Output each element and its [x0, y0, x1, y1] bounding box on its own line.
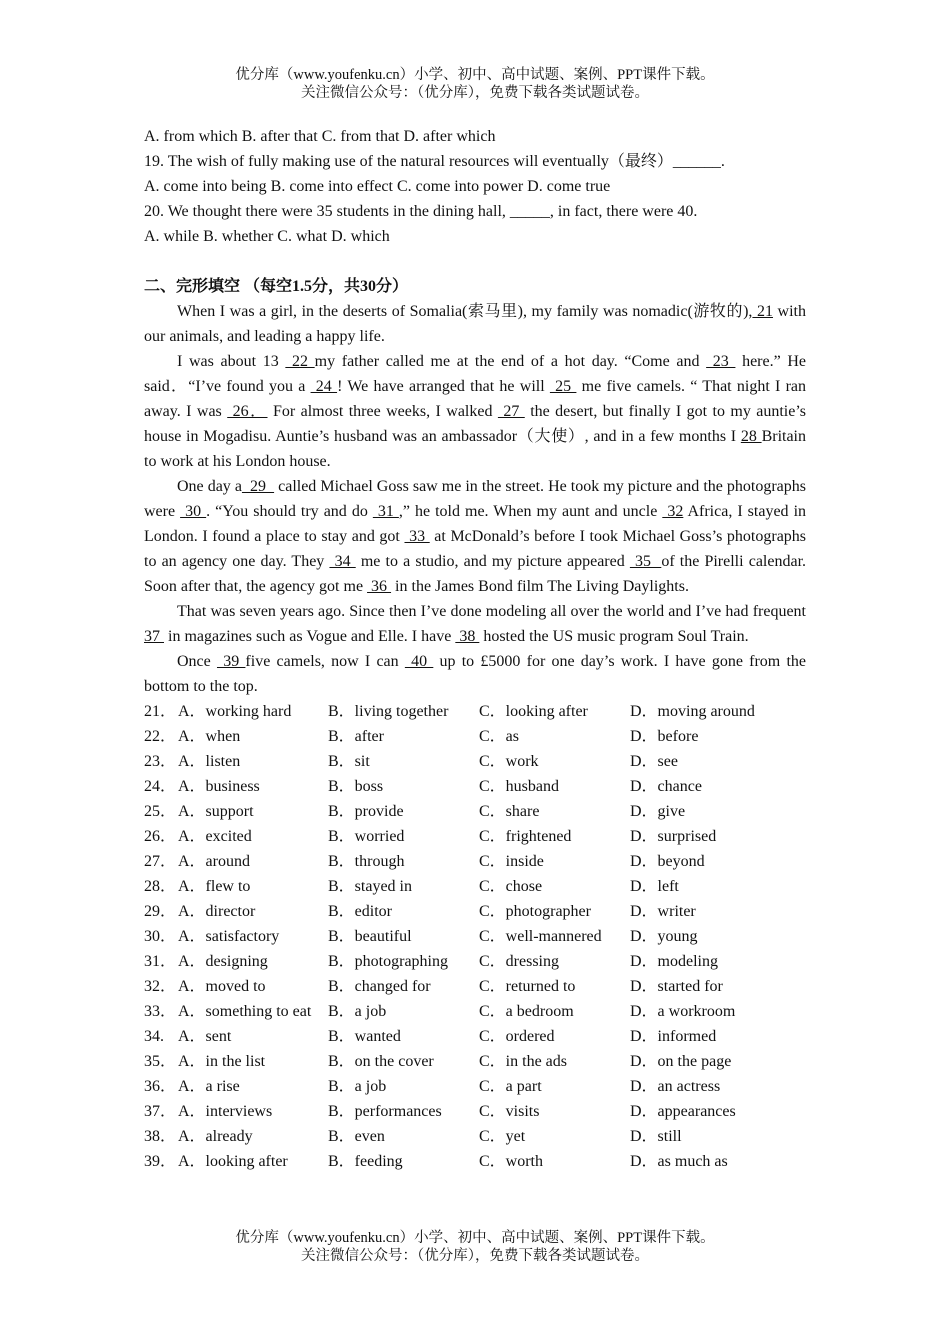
- blank-39: 39: [216, 653, 246, 670]
- document-body: [144, 124, 806, 1174]
- blank-32: 32: [662, 503, 684, 520]
- blank-27: 27: [497, 403, 525, 420]
- blank-37: 37: [144, 628, 164, 645]
- option-row-23: 23． A．listen B．sit C．work D．see: [144, 753, 678, 770]
- blank-23: 23: [706, 353, 736, 370]
- blank-29: 29: [241, 478, 275, 495]
- blank-30: 30: [180, 503, 207, 520]
- page-footer: [0, 1229, 950, 1265]
- blank-33: 33: [404, 528, 430, 545]
- option-row-37: 37． A．interviews B．performances C．visits D．appearances: [144, 1103, 736, 1120]
- passage-paragraph-2: I was about 13 22 my father called me at the end of a hot day. “Come and 23 here.” He said．“I’ve found you a 24 ! We have arranged that he will 25 me five camels. “ That night I ran away. I was 26． For almost three weeks, I walked 27 the desert, but finally I got to my auntie’s house in Mogadisu. Auntie’s husband was an ambassador（大使）, and in a few months I 28 Britain to work at his London house.: [144, 353, 807, 470]
- blank-21: 21: [752, 303, 773, 320]
- option-row-30: 30． A．satisfactory B．beautiful C．well-mannered D．young: [144, 928, 698, 945]
- option-row-32: 32． A．moved to B．changed for C．returned to D．started for: [144, 978, 723, 995]
- option-row-29: 29． A．director B．editor C．photographer D．writer: [144, 903, 696, 920]
- blank-34: 34: [329, 553, 356, 570]
- option-row-27: 27． A．around B．through C．inside D．beyond: [144, 853, 705, 870]
- q20-text: 20. We thought there were 35 students in the dining hall, _____, in fact, there were 40.: [144, 203, 698, 220]
- q20-options: A. while B. whether C. what D. which: [144, 228, 390, 245]
- header-line-1: 优分库（www.youfenku.cn）小学、初中、高中试题、案例、PPT课件下载。: [235, 67, 715, 83]
- passage-paragraph-4: That was seven years ago. Since then I’ve done modeling all over the world and I’ve had frequent 37 in magazines such as Vogue and Elle. I have 38 hosted the US music program Soul Train.: [144, 603, 806, 645]
- blank-25: 25: [549, 378, 577, 395]
- option-row-39: 39． A．looking after B．feeding C．worth D．as much as: [144, 1153, 728, 1170]
- section-title-cloze: 二、完形填空 （每空1.5分，共30分）: [144, 278, 409, 295]
- q19-options: A. come into being B. come into effect C. come into power D. come true: [144, 178, 611, 195]
- blank-28: 28: [740, 428, 762, 445]
- page-header: [0, 66, 950, 102]
- option-row-35: 35． A．in the list B．on the cover C．in the ads D．on the page: [144, 1053, 732, 1070]
- option-row-24: 24． A．business B．boss C．husband D．chance: [144, 778, 702, 795]
- blank-26: 26．: [227, 403, 268, 420]
- passage-paragraph-3: One day a 29 called Michael Goss saw me in the street. He took my picture and the photographs were 30 . “You should try and do 31 ,” he told me. When my aunt and uncle 32 Africa, I stayed in London. I found a place to stay and got 33 at McDonald’s before I took Michael Goss’s photographs to an agency one day. They 34 me to a studio, and my picture appeared 35 of the Pirelli calendar. Soon after that, the agency got me 36 in the James Bond film The Living Daylights.: [144, 478, 807, 595]
- option-row-28: 28． A．flew to B．stayed in C．chose D．left: [144, 878, 679, 895]
- header-line-2: 关注微信公众号：（优分库），免费下载各类试题试卷。: [301, 85, 649, 101]
- blank-22: 22: [285, 353, 315, 370]
- blank-36: 36: [367, 578, 392, 595]
- q19-text: 19. The wish of fully making use of the natural resources will eventually（最终）______.: [144, 153, 725, 170]
- option-row-26: 26． A．excited B．worried C．frightened D．surprised: [144, 828, 717, 845]
- blank-38: 38: [455, 628, 480, 645]
- blank-31: 31: [372, 503, 399, 520]
- option-row-31: 31． A．designing B．photographing C．dressing D．modeling: [144, 953, 718, 970]
- option-row-36: 36． A．a rise B．a job C．a part D．an actress: [144, 1078, 721, 1095]
- blank-35: 35: [629, 553, 662, 570]
- blank-40: 40: [404, 653, 434, 670]
- option-row-25: 25． A．support B．provide C．share D．give: [144, 803, 686, 820]
- blank-24: 24: [310, 378, 338, 395]
- option-row-21: 21． A．working hard B．living together C．looking after D．moving around: [144, 703, 755, 720]
- footer-line-2: 关注微信公众号：（优分库），免费下载各类试题试卷。: [301, 1248, 649, 1264]
- passage-paragraph-5: Once 39 five camels, now I can 40 up to £5000 for one day’s work. I have gone from the bottom to the top.: [144, 653, 807, 695]
- q18-options: A. from which B. after that C. from that D. after which: [144, 128, 496, 145]
- passage-paragraph-1: When I was a girl, in the deserts of Somalia(索马里), my family was nomadic(游牧的), 21 with our animals, and leading a happy life.: [144, 303, 806, 345]
- option-row-22: 22． A．when B．after C．as D．before: [144, 728, 699, 745]
- option-row-33: 33． A．something to eat B．a job C．a bedroom D．a workroom: [144, 1003, 736, 1020]
- option-row-34: 34. A．sent B．wanted C．ordered D．informed: [144, 1028, 717, 1045]
- option-row-38: 38． A．already B．even C．yet D．still: [144, 1128, 682, 1145]
- options-table: [144, 699, 806, 1174]
- footer-line-1: 优分库（www.youfenku.cn）小学、初中、高中试题、案例、PPT课件下载。: [235, 1230, 715, 1246]
